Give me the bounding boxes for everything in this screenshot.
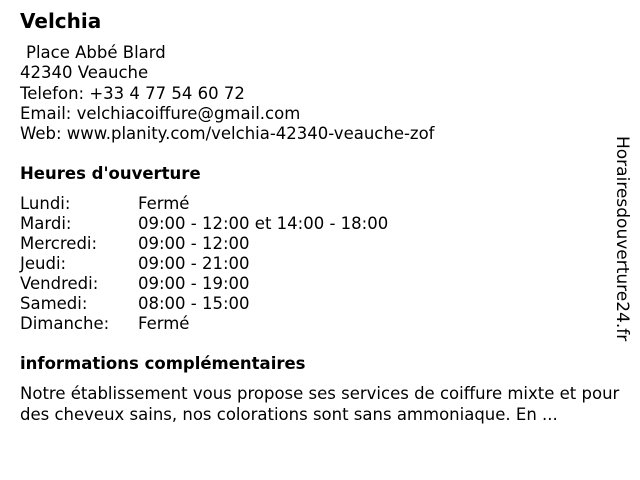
hours-row-monday: [20, 194, 388, 214]
day-label: Dimanche:: [20, 314, 110, 333]
additional-info-heading: informations complémentaires: [20, 354, 306, 373]
site-watermark: Horairesdouverture24.fr: [612, 136, 632, 342]
day-label: Samedi:: [20, 294, 88, 313]
phone-number: Telefon: +33 4 77 54 60 72: [20, 83, 245, 103]
contact-block: [20, 43, 435, 144]
day-hours: 09:00 - 21:00: [138, 254, 250, 273]
day-hours: Fermé: [138, 314, 190, 333]
day-hours: 09:00 - 12:00 et 14:00 - 18:00: [138, 214, 389, 233]
day-hours: 09:00 - 19:00: [138, 274, 250, 293]
hours-row-friday: [20, 274, 388, 294]
day-hours: 09:00 - 12:00: [138, 234, 250, 253]
hours-row-saturday: [20, 294, 388, 314]
additional-info-text: Notre établissement vous propose ses services de coiffure mixte et pour des cheveux sains, nos colorations sont sans ammoniaque. En ...: [20, 384, 620, 424]
opening-hours-table: [20, 194, 388, 334]
day-label: Lundi:: [20, 194, 71, 213]
hours-row-tuesday: [20, 214, 388, 234]
hours-row-thursday: [20, 254, 388, 274]
hours-row-wednesday: [20, 234, 388, 254]
business-name: Velchia: [20, 9, 102, 33]
hours-row-sunday: [20, 314, 388, 334]
city-address: 42340 Veauche: [20, 63, 149, 83]
day-label: Mardi:: [20, 214, 72, 233]
opening-hours-heading: Heures d'ouverture: [20, 164, 201, 183]
day-label: Jeudi:: [20, 254, 67, 273]
street-address: Place Abbé Blard: [26, 43, 166, 62]
day-hours: Fermé: [138, 194, 190, 213]
email-address: Email: velchiacoiffure@gmail.com: [20, 103, 301, 123]
day-label: Vendredi:: [20, 274, 99, 293]
day-label: Mercredi:: [20, 234, 98, 253]
day-hours: 08:00 - 15:00: [138, 294, 250, 313]
website-url: Web: www.planity.com/velchia-42340-veauche-zof: [20, 124, 435, 144]
